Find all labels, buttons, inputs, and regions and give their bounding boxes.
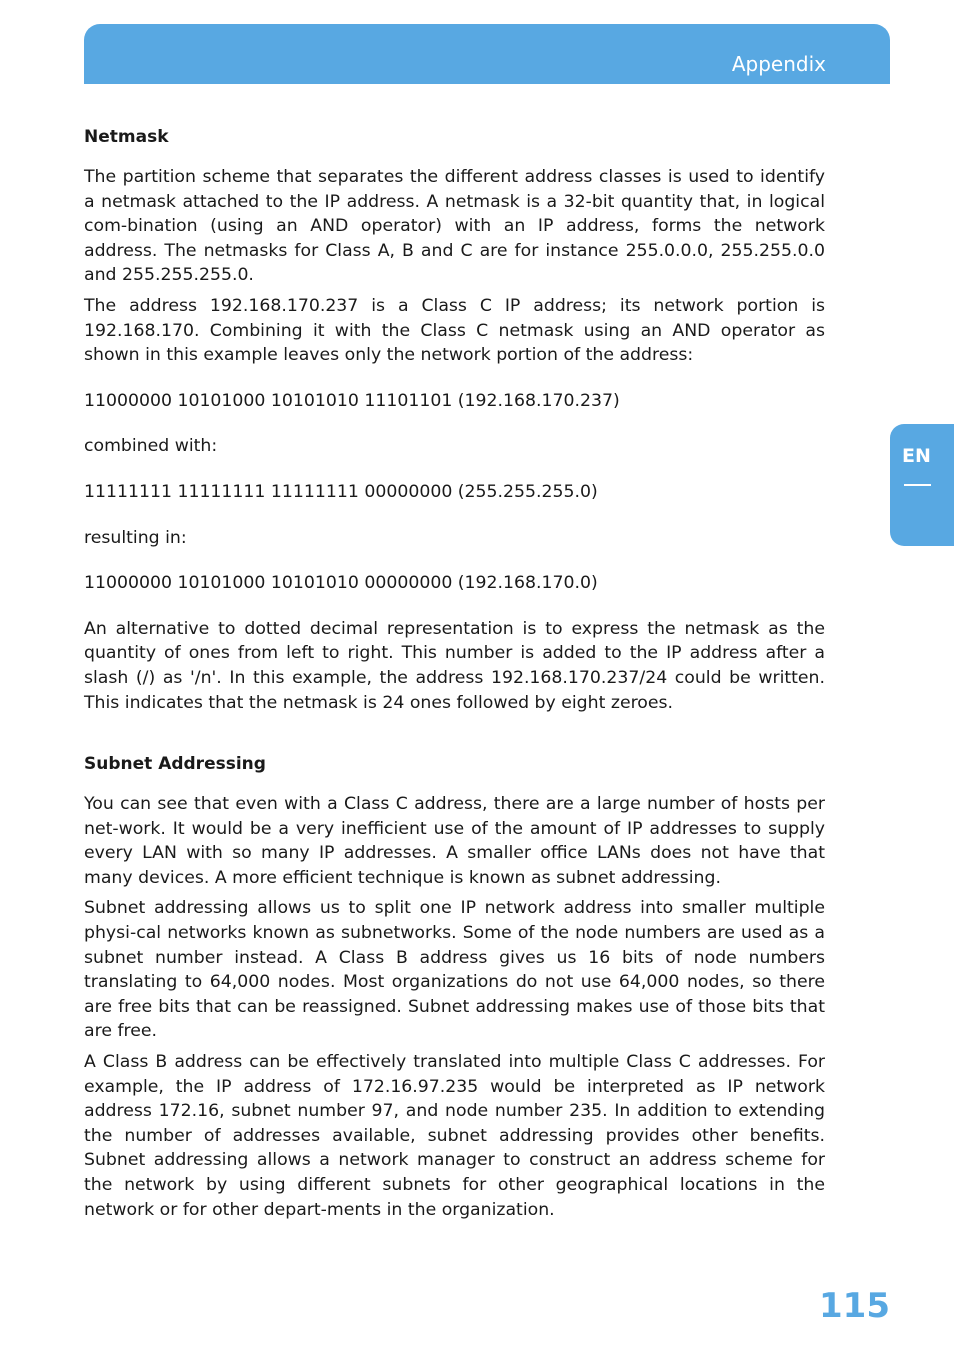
page-number: 115 — [819, 1286, 890, 1326]
subnet-paragraph-1: You can see that even with a Class C address, there are a large number of hosts per net-work. It would be a very inefficient use of the amount of IP addresses to supply every LAN with so many IP addresses. A smaller office LANs does not have that many devices. A more efficient technique is known as subnet addressing. — [84, 794, 825, 888]
netmask-paragraph-2: The address 192.168.170.237 is a Class C IP address; its network portion is 192.168.170. Combining it with the Class C netmask using an AND operator as shown in this example leaves only the network portion of the address: — [84, 295, 825, 366]
subnet-heading: Subnet Addressing — [84, 754, 266, 775]
language-underline — [904, 484, 931, 486]
header-bar — [84, 24, 890, 84]
binary-example-result-label: resulting in: — [84, 527, 187, 548]
binary-example-netmask: 11111111 11111111 11111111 00000000 (255.255.255.0) — [84, 481, 598, 502]
subnet-paragraph-3: A Class B address can be effectively translated into multiple Class C addresses. For example, the IP address of 172.16.97.235 would be interpreted as IP network address 172.16, subnet number 97, and node number 235. In addition to extending the number of addresses available, subnet addressing provides other benefits. Subnet addressing allows a network manager to construct an address scheme for the network by using different subnets for other geographical locations in the network or for other depart-ments in the organization. — [84, 1052, 825, 1220]
page-content — [84, 126, 825, 1222]
language-label: EN — [902, 445, 931, 467]
binary-example-address: 11000000 10101000 10101010 11101101 (192.168.170.237) — [84, 390, 620, 411]
binary-example-result: 11000000 10101000 10101010 00000000 (192.168.170.0) — [84, 573, 598, 594]
language-tab — [890, 424, 954, 546]
netmask-paragraph-1: The partition scheme that separates the different address classes is used to identify a netmask attached to the IP address. A netmask is a 32-bit quantity that, in logical com-bination (using an AND operator) with an IP address, forms the network address. The netmasks for Class A, B and C are for instance 255.0.0.0, 255.255.0.0 and 255.255.255.0. — [84, 167, 825, 286]
binary-example-combined-label: combined with: — [84, 436, 218, 457]
netmask-closing-paragraph: An alternative to dotted decimal representation is to express the netmask as the quantity of ones from left to right. This number is added to the IP address after a slash (/) as '/n'. In this example, the address 192.168.170.237/24 could be written. This indicates that the netmask is 24 ones followed by eight zeroes. — [84, 618, 825, 713]
section-title: Appendix — [731, 52, 826, 76]
netmask-heading: Netmask — [84, 127, 169, 147]
subnet-paragraph-2: Subnet addressing allows us to split one IP network address into smaller multiple physi-cal networks known as subnetworks. Some of the node numbers are used as a subnet number instead. A Class B address gives us 16 bits of node numbers translating to 64,000 nodes. Most organizations do not use 64,000 nodes, so there are free bits that can be reassigned. Subnet addressing makes use of those bits that are free. — [84, 898, 825, 1042]
